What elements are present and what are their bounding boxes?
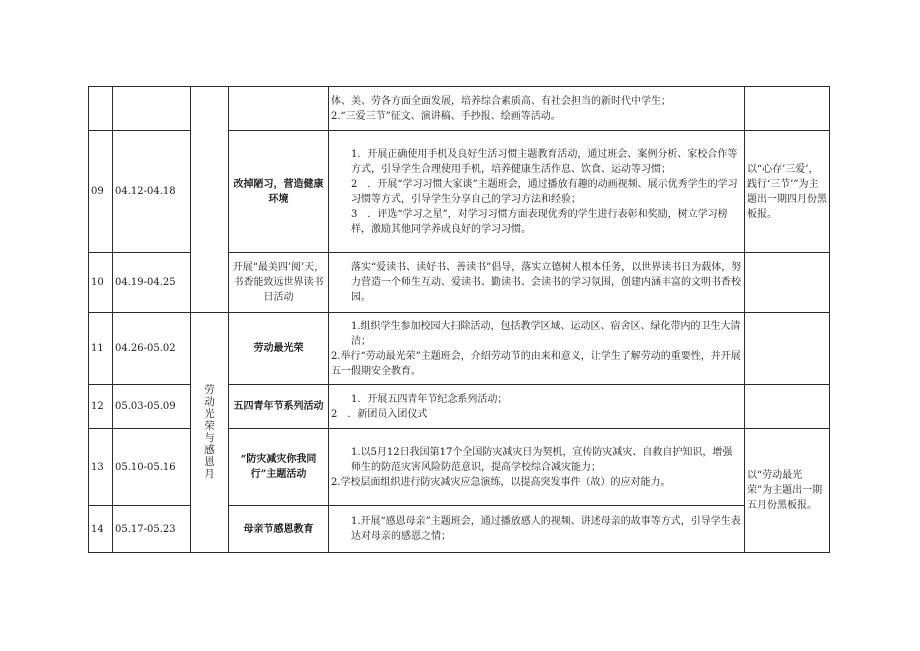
content-line: 落实“爱读书、读好书、善读书”倡导，落实立德树人根本任务，以世界读书日为载体，努力营造一个师生互动、爱读书、勤读书、会读书的学习氛围，创建内涵丰富的文明书香校园。: [351, 262, 742, 303]
content-cell: [329, 506, 745, 553]
note-cell: [745, 385, 830, 429]
content-cell: [329, 385, 745, 429]
content-line: 2.“三爱三节”征文、演讲稿、手抄报、绘画等活动。: [331, 110, 561, 122]
activity-plan-table: [88, 86, 830, 553]
week-cell: 11: [89, 313, 113, 385]
content-line: 3 ．评选“学习之星”，对学习习惯方面表现优秀的学生进行表彰和奖励，树立学习榜样，激励其他同学养成良好的学习习惯。: [351, 208, 728, 235]
note-cell: 以“心存’三爱’，践行‘三节’”为主题出一期四月份黑板报。: [745, 131, 830, 253]
content-cell: [329, 313, 745, 385]
table-row: [89, 87, 830, 131]
content-line: 1.以5月12日我国第17个全国防灾减灾日为契机，宣传防灾减灾、自救自护知识，增强师生的防范灾害风险防范意识，提高学校综合减灾能力；: [351, 446, 733, 473]
date-cell: 05.17-05.23: [113, 506, 191, 553]
content-cell: [329, 131, 745, 253]
date-cell: 04.12-04.18: [113, 131, 191, 253]
date-cell: 05.10-05.16: [113, 429, 191, 506]
content-line: 1.开展“感恩母亲”主题班会，通过播放感人的视频、讲述母亲的故事等方式，引导学生表达对母亲的感恩之情；: [351, 516, 741, 542]
activity-cell: [229, 87, 329, 131]
week-cell: 10: [89, 253, 113, 313]
month-theme-label: 劳动光荣与感恩月: [204, 383, 215, 480]
content-line: 2 ．新团员入团仪式: [331, 408, 428, 420]
week-cell: 09: [89, 131, 113, 253]
week-cell: 12: [89, 385, 113, 429]
content-line: 2.举行“劳动最光荣”主题班会，介绍劳动节的由来和意义，让学生了解劳动的重要性，并开展五一假期安全教育。: [331, 350, 741, 377]
date-cell: [113, 87, 191, 131]
note-cell: 以“劳动最光荣”为主题出一期五月份黑板报。: [745, 429, 830, 553]
week-cell: 13: [89, 429, 113, 506]
note-cell: [745, 253, 830, 313]
month-theme-cell: [191, 313, 229, 553]
content-line: 体、美、劳各方面全面发展，培养综合素质高、有社会担当的新时代中学生；: [331, 95, 671, 107]
activity-cell: “防灾减灾你我同行”主题活动: [229, 429, 329, 506]
note-cell: [745, 87, 830, 131]
activity-cell: 五四青年节系列活动: [229, 385, 329, 429]
week-cell: 14: [89, 506, 113, 553]
content-cell: [329, 429, 745, 506]
content-cell: [329, 87, 745, 131]
content-line: 1.组织学生参加校园大扫除活动，包括教学区域、运动区、宿舍区、绿化带内的卫生大清洁；: [351, 320, 741, 347]
table-row: [89, 313, 830, 385]
activity-cell: 改掉陋习，营造健康环境: [229, 131, 329, 253]
activity-cell: 开展“最美四’阅’天，书香能致远世界读书日活动: [229, 253, 329, 313]
activity-cell: 母亲节感恩教育: [229, 506, 329, 553]
content-cell: [329, 253, 745, 313]
content-line: 1．开展五四青年节纪念系列活动；: [351, 393, 508, 405]
note-cell: [745, 313, 830, 385]
date-cell: 05.03-05.09: [113, 385, 191, 429]
date-cell: 04.26-05.02: [113, 313, 191, 385]
activity-cell: 劳动最光荣: [229, 313, 329, 385]
content-line: 2 ．开展“学习习惯大家谈”主题班会，通过播放有趣的动画视频、展示优秀学生的学习习惯等方式，引导学生分享自己的学习方法和经验；: [351, 178, 738, 205]
theme-cell-empty: [191, 87, 229, 313]
content-line: 2.学校层面组织进行防灾减灾应急演练，以提高突发事件（故）的应对能力。: [331, 476, 671, 488]
content-line: 1．开展正确使用手机及良好生活习惯主题教育活动，通过班会、案例分析、家校合作等方式，引导学生合理使用手机，培养健康生活作息、饮食、运动等习惯；: [351, 148, 738, 175]
week-cell: [89, 87, 113, 131]
date-cell: 04.19-04.25: [113, 253, 191, 313]
